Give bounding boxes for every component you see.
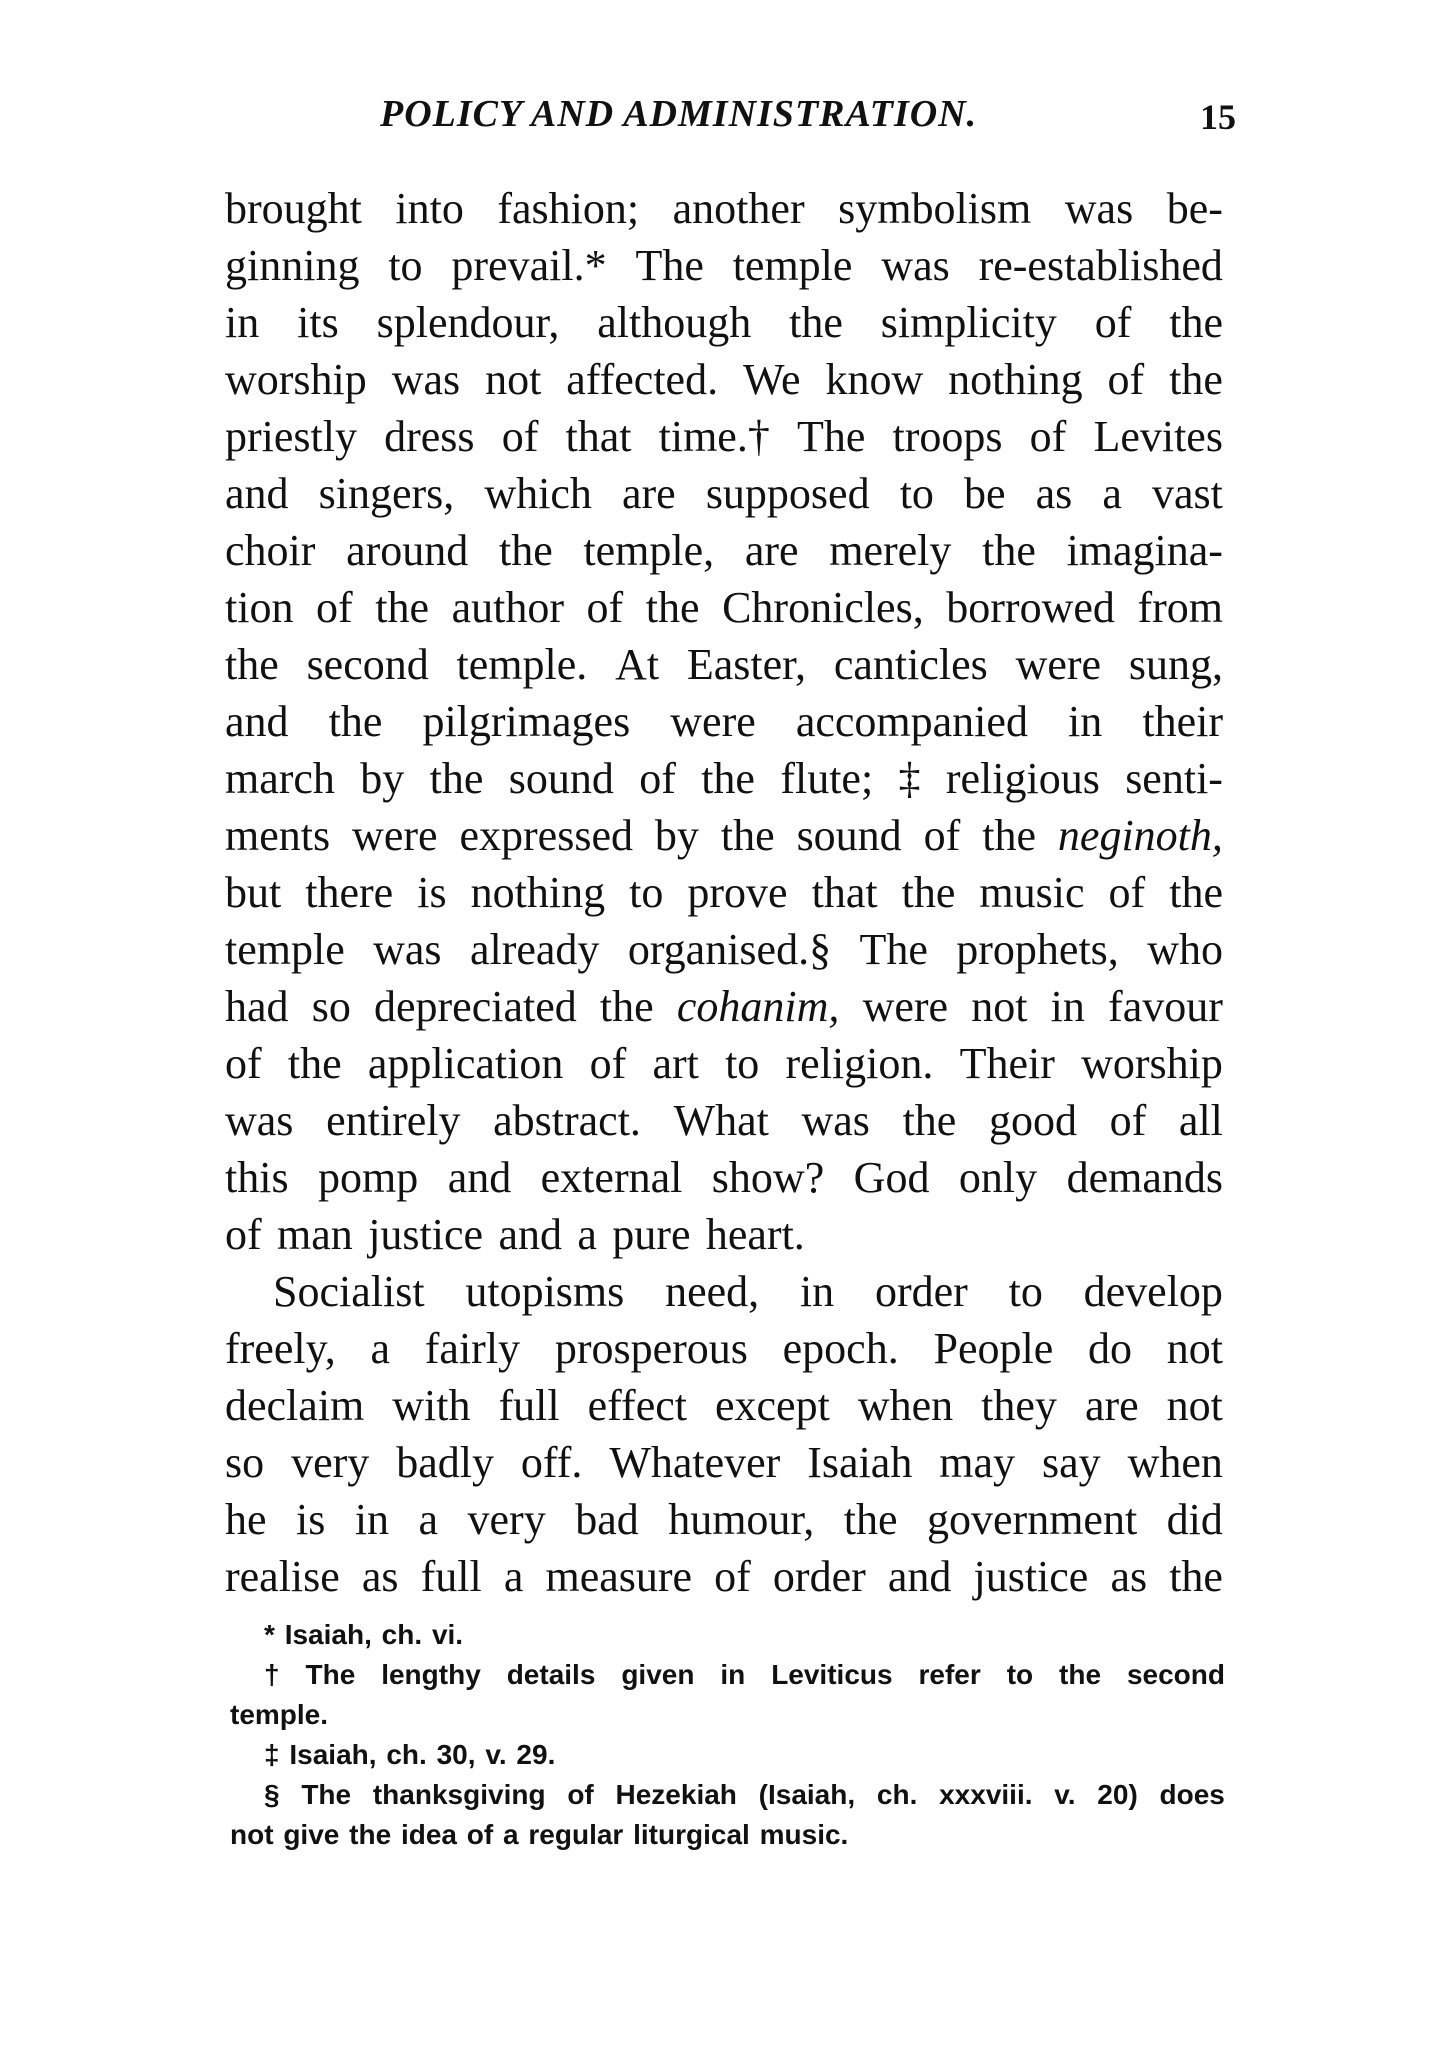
text-line: and the pilgrimages were accompanied in their: [225, 697, 1223, 746]
footnote-line: ‡ Isaiah, ch. 30, v. 29.: [264, 1739, 556, 1770]
text-line: march by the sound of the flute; ‡ religious senti-: [225, 754, 1223, 803]
text-line: this pomp and external show? God only demands: [225, 1153, 1223, 1202]
text-line: worship was not affected. We know nothing of the: [225, 355, 1223, 404]
text-line: the second temple. At Easter, canticles were sung,: [225, 640, 1223, 689]
text-line: brought into fashion; another symbolism was be-: [225, 184, 1223, 233]
text-line: priestly dress of that time.† The troops of Levites: [225, 412, 1223, 461]
text-line: of man justice and a pure heart.: [225, 1210, 805, 1259]
footnote-line: † The lengthy details given in Leviticus refer to the second: [264, 1659, 1225, 1690]
text-line: freely, a fairly prosperous epoch. People do not: [225, 1324, 1223, 1373]
text-line: but there is nothing to prove that the music of the: [225, 868, 1223, 917]
text-line: in its splendour, although the simplicity of the: [225, 298, 1223, 347]
text-line: ments were expressed by the sound of the neginoth,: [225, 811, 1223, 860]
text-line: he is in a very bad humour, the government did: [225, 1495, 1223, 1544]
footnote-line: * Isaiah, ch. vi.: [264, 1619, 464, 1650]
footnote-line: § The thanksgiving of Hezekiah (Isaiah, ch. xxxviii. v. 20) does: [264, 1779, 1225, 1810]
text-line: tion of the author of the Chronicles, borrowed from: [225, 583, 1223, 632]
text-line: temple was already organised.§ The prophets, who: [225, 925, 1223, 974]
text-line: choir around the temple, are merely the imagina-: [225, 526, 1223, 575]
text-line: Socialist utopisms need, in order to develop: [273, 1267, 1223, 1316]
running-title: POLICY AND ADMINISTRATION.: [380, 93, 978, 135]
footnote-line: not give the idea of a regular liturgical music.: [230, 1819, 849, 1850]
text-line: was entirely abstract. What was the good of all: [225, 1096, 1223, 1145]
text-line: so very badly off. Whatever Isaiah may say when: [225, 1438, 1223, 1487]
footnotes: [230, 1615, 1225, 1855]
text-line: ginning to prevail.* The temple was re-established: [225, 241, 1223, 290]
text-line: realise as full a measure of order and justice as the: [225, 1552, 1223, 1601]
page-number: 15: [1200, 97, 1236, 137]
text-line: and singers, which are supposed to be as a vast: [225, 469, 1223, 518]
text-line: had so depreciated the cohanim, were not in favour: [225, 982, 1223, 1031]
body-text: [225, 180, 1223, 1605]
text-line: of the application of art to religion. Their worship: [225, 1039, 1223, 1088]
text-line: declaim with full effect except when they are not: [225, 1381, 1223, 1430]
footnote-line: temple.: [230, 1699, 329, 1730]
